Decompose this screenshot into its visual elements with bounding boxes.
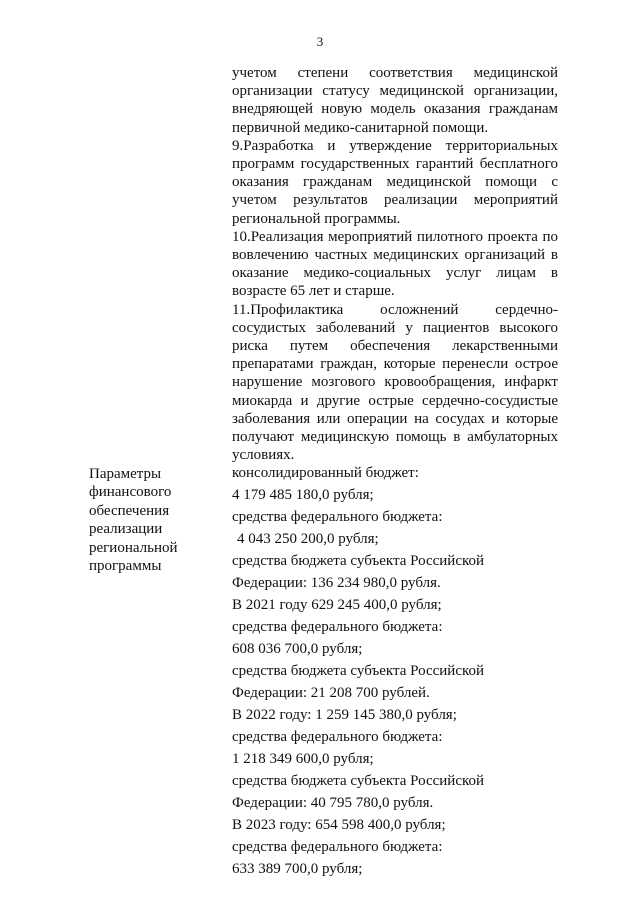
finance-line: Федерации: 136 234 980,0 рубля. bbox=[232, 575, 441, 591]
finance-line: средства бюджета субъекта Российской bbox=[232, 553, 485, 569]
label-line: реализации bbox=[89, 521, 163, 538]
measure-item: учетом степени соответствия медицинской организации статусу медицинской организации, внедряющей новую модель оказания гражданам первичной медико-санитарной помощи. bbox=[232, 65, 558, 136]
finance-line: 4 179 485 180,0 рубля; bbox=[232, 487, 374, 503]
label-line: региональной bbox=[89, 539, 178, 556]
measures-list bbox=[232, 64, 558, 464]
label-line: Параметры bbox=[89, 466, 162, 482]
finance-section-values bbox=[232, 464, 558, 882]
label-line: обеспечения bbox=[89, 502, 170, 519]
finance-line: средства бюджета субъекта Российской bbox=[232, 663, 485, 679]
label-line: финансового bbox=[89, 484, 172, 501]
finance-line: средства федерального бюджета: bbox=[232, 509, 443, 525]
finance-section-label bbox=[89, 465, 219, 575]
finance-line: средства федерального бюджета: bbox=[232, 619, 443, 635]
measure-item: 11.Профилактика осложнений сердечно-сосудистых заболеваний у пациентов высокого риска путем обеспечения лекарственными препаратами граждан, которые перенесли острое нарушение мозгового кровообращения, инфаркт миокарда и другие острые сердечно-сосудистые заболевания или операции на сосудах и которые получают медицинскую помощь в амбулаторных условиях. bbox=[232, 301, 558, 464]
finance-line: 633 389 700,0 рубля; bbox=[232, 861, 363, 877]
finance-line: средства федерального бюджета: bbox=[232, 839, 443, 855]
finance-line: В 2022 году: 1 259 145 380,0 рубля; bbox=[232, 707, 457, 723]
finance-line: Федерации: 40 795 780,0 рубля. bbox=[232, 795, 434, 811]
finance-line: Федерации: 21 208 700 рублей. bbox=[232, 685, 430, 701]
finance-line: 4 043 250 200,0 рубля; bbox=[237, 531, 379, 547]
measure-item: 9.Разработка и утверждение территориальных программ государственных гарантий бесплатного оказания гражданам медицинской помощи с учетом результатов реализации мероприятий региональной программы. bbox=[232, 137, 558, 227]
label-line: программы bbox=[89, 558, 162, 575]
finance-line: консолидированный бюджет: bbox=[232, 465, 419, 481]
finance-line: средства бюджета субъекта Российской bbox=[232, 773, 485, 789]
measure-item: 10.Реализация мероприятий пилотного проекта по вовлечению частных медицинских организаций в оказание медико-социальных услуг лицам в возрасте 65 лет и старше. bbox=[232, 228, 558, 300]
finance-line: В 2023 году: 654 598 400,0 рубля; bbox=[232, 817, 446, 833]
page-number: 3 bbox=[316, 34, 324, 49]
finance-line: 608 036 700,0 рубля; bbox=[232, 641, 363, 657]
finance-line: средства федерального бюджета: bbox=[232, 729, 443, 745]
finance-line: 1 218 349 600,0 рубля; bbox=[232, 751, 374, 767]
finance-line: В 2021 году 629 245 400,0 рубля; bbox=[232, 597, 442, 613]
